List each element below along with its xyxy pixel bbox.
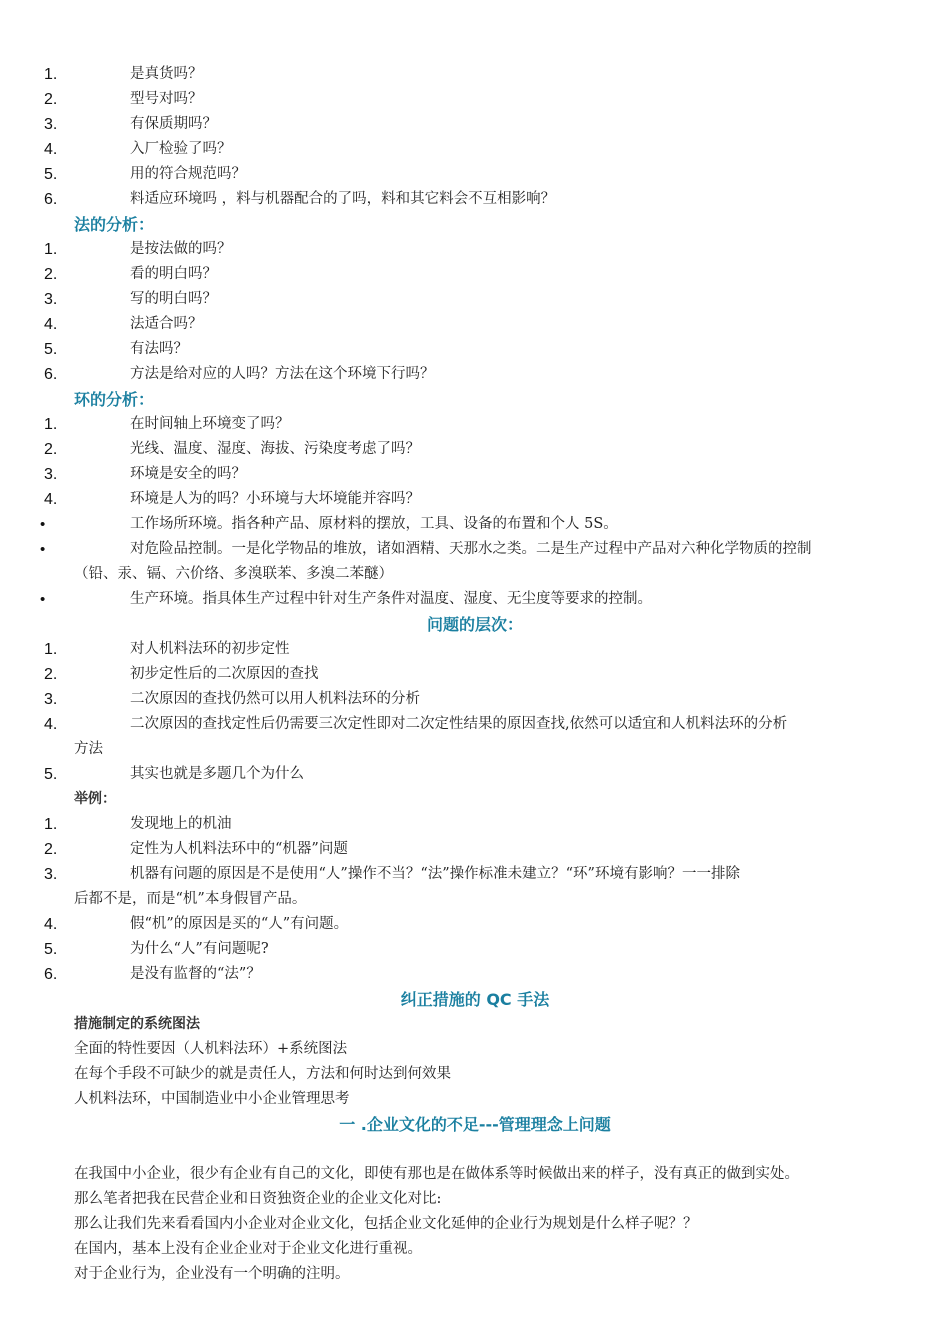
levels-heading-row [0,612,950,637]
bullet-item [0,537,950,587]
section-heading: 问题的层次： [426,615,523,634]
list-item [0,687,950,712]
list-text: 对人机料法环的初步定性 [130,641,290,657]
list-text: 入厂检验了吗？ [130,141,232,157]
list-text: 机器有问题的原因是不是使用“人”操作不当？“法”操作标准未建立？“环”环境有影响？一一排除 [130,866,740,882]
spacer [0,1137,950,1162]
section-heading: 一 .企业文化的不足---管理理念上问题 [339,1115,611,1134]
method-checklist [0,237,950,387]
bullet-item [0,512,950,537]
paragraph-text: 那么笔者把我在民营企业和日资独资企业的企业文化对比: [74,1191,442,1207]
list-text: 是没有监督的“法”？ [130,966,261,982]
list-text: 二次原因的查找仍然可以用人机料法环的分析 [130,691,420,707]
list-number: 4. [44,716,58,733]
list-text: 初步定性后的二次原因的查找 [130,666,319,682]
list-item [0,362,950,387]
list-number: 4. [44,491,58,508]
paragraph [0,1037,950,1062]
list-text: 发现地上的机油 [130,816,232,832]
list-item [0,337,950,362]
subheading: 措施制定的系统图法 [74,1016,200,1032]
qc-subheading-row [0,1012,950,1037]
list-text: 生产环境。指具体生产过程中针对生产条件对温度、湿度、无尘度等要求的控制。 [130,591,652,607]
example-list [0,812,950,987]
list-text: 看的明白吗？ [130,266,217,282]
list-text: 是真货吗？ [130,66,203,82]
subheading: 举例： [74,791,116,807]
list-item [0,912,950,937]
list-text: 用的符合规范吗？ [130,166,246,182]
list-number: 4. [44,141,58,158]
paragraph-text: 那么让我们先来看看国内小企业对企业文化，包括企业文化延伸的企业行为规划是什么样子呢？？ [74,1216,698,1232]
list-text: 对危险品控制。一是化学物品的堆放，诸如酒精、天那水之类。二是生产过程中产品对六种化学物质的控制 [130,541,812,557]
list-item [0,937,950,962]
paragraph [0,1162,950,1187]
list-item [0,137,950,162]
list-text: 有法吗？ [130,341,188,357]
paragraph [0,1087,950,1112]
list-number: 3. [44,116,58,133]
list-item [0,87,950,112]
list-text: 环境是安全的吗？ [130,466,246,482]
list-item [0,412,950,437]
list-number: 5. [44,166,58,183]
list-number: 2. [44,266,58,283]
list-item [0,62,950,87]
list-item [0,262,950,287]
paragraph [0,1262,950,1287]
method-heading-row [0,212,950,237]
list-text-continuation: 方法 [74,741,103,757]
list-number: 1. [44,816,58,833]
bullet-icon: • [40,591,46,608]
list-number: 1. [44,66,58,83]
list-item [0,662,950,687]
bullet-icon: • [40,516,46,533]
list-text: 为什么“人”有问题呢? [130,941,269,957]
list-number: 6. [44,191,58,208]
list-text: 法适合吗？ [130,316,203,332]
list-item [0,812,950,837]
list-text: 型号对吗？ [130,91,203,107]
env-checklist [0,412,950,612]
list-number: 1. [44,241,58,258]
env-heading-row [0,387,950,412]
list-text-continuation: （铅、汞、镉、六价络、多溴联苯、多溴二苯醚） [74,566,393,582]
paragraph [0,1062,950,1087]
paragraph [0,1187,950,1212]
paragraph-text: 全面的特性要因（人机料法环）+系统图法 [74,1041,348,1057]
list-text: 在时间轴上环境变了吗？ [130,416,290,432]
list-item [0,287,950,312]
list-item [0,762,950,787]
list-number: 3. [44,466,58,483]
list-number: 3. [44,866,58,883]
list-text: 料适应环境吗 ，料与机器配合的了吗，料和其它料会不互相影响？ [130,191,556,207]
list-number: 3. [44,291,58,308]
list-text: 假“机”的原因是买的“人”有问题。 [130,916,349,932]
bullet-icon: • [40,541,46,558]
qc-heading-row [0,987,950,1012]
section-heading: 纠正措施的 QC 手法 [400,990,550,1009]
list-text: 方法是给对应的人吗？方法在这个环境下行吗？ [130,366,435,382]
list-number: 3. [44,691,58,708]
bullet-item [0,587,950,612]
section-heading: 法的分析： [74,215,155,234]
list-number: 2. [44,666,58,683]
list-item [0,187,950,212]
list-text: 光线、温度、湿度、海拔、污染度考虑了吗？ [130,441,420,457]
list-text: 工作场所环境。指各种产品、原材料的摆放，工具、设备的布置和个人 5S。 [130,516,618,532]
example-heading-row [0,787,950,812]
list-item [0,237,950,262]
list-item [0,312,950,337]
paragraph [0,1237,950,1262]
list-number: 6. [44,366,58,383]
list-text: 定性为人机料法环中的“机器”问题 [130,841,348,857]
section-heading: 环的分析： [74,390,155,409]
list-number: 2. [44,91,58,108]
paragraph [0,1212,950,1237]
list-text: 二次原因的查找定性后仍需要三次定性即对二次定性结果的原因查找,依然可以适宜和人机料法环的分析 [130,716,788,732]
paragraph-text: 人机料法环，中国制造业中小企业管理思考 [74,1091,350,1107]
list-number: 6. [44,966,58,983]
list-text: 有保质期吗？ [130,116,217,132]
list-number: 4. [44,316,58,333]
list-item [0,837,950,862]
list-item [0,862,950,912]
list-number: 1. [44,641,58,658]
list-number: 2. [44,441,58,458]
list-item [0,487,950,512]
paragraph-text: 对于企业行为，企业没有一个明确的注明。 [74,1266,350,1282]
list-number: 2. [44,841,58,858]
material-checklist [0,62,950,212]
document-page [0,62,950,1287]
list-text: 是按法做的吗？ [130,241,232,257]
culture-heading-row [0,1112,950,1137]
list-number: 5. [44,941,58,958]
list-text: 写的明白吗？ [130,291,217,307]
list-number: 1. [44,416,58,433]
list-item [0,712,950,762]
paragraph-text: 在每个手段不可缺少的就是责任人，方法和何时达到何效果 [74,1066,451,1082]
paragraph-text: 在我国中小企业，很少有企业有自己的文化，即使有那也是在做体系等时候做出来的样子，没有真正的做到实处。 [74,1166,799,1182]
list-text-continuation: 后都不是，而是“机”本身假冒产品。 [74,891,307,907]
list-item [0,637,950,662]
levels-list [0,637,950,787]
list-text: 环境是人为的吗？小环境与大坏境能并容吗？ [130,491,420,507]
list-text: 其实也就是多题几个为什么 [130,766,304,782]
list-item [0,112,950,137]
list-item [0,162,950,187]
paragraph-text: 在国内，基本上没有企业企业对于企业文化进行重视。 [74,1241,422,1257]
list-item [0,462,950,487]
list-number: 5. [44,766,58,783]
list-number: 4. [44,916,58,933]
list-item [0,437,950,462]
list-number: 5. [44,341,58,358]
list-item [0,962,950,987]
